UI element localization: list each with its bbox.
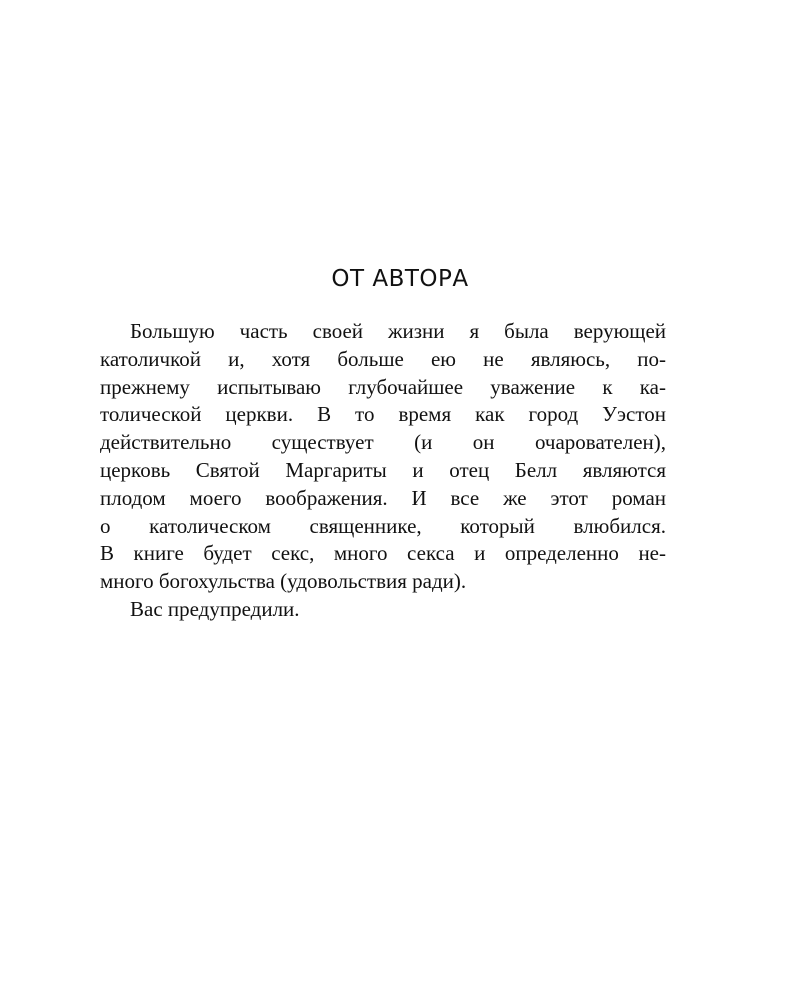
paragraph-2-line-1: Вас предупредили. (130, 596, 300, 621)
paragraph-1-line-2: католичкой и, хотя больше ею не являюсь, по- (100, 346, 666, 371)
paragraph-1-line-6: церковь Святой Маргариты и отец Белл являются (100, 457, 666, 482)
paragraph-1-line-9: В книге будет секс, много секса и определенно не- (100, 541, 666, 566)
paragraph-1-line-7: плодом моего воображения. И все же этот роман (100, 485, 666, 510)
paragraph-1-line-3: прежнему испытываю глубочайшее уважение к ка- (100, 374, 666, 399)
paragraph-1-line-1: Большую часть своей жизни я была верующей (130, 319, 666, 343)
paragraph-1-line-4: толической церкви. В то время как город Уэстон (100, 402, 666, 427)
paragraph-1-line-5: действительно существует (и он очарователен), (100, 430, 666, 455)
paragraph-1-line-10: много богохульства (удовольствия ради). (100, 569, 467, 594)
page-title: ОТ АВТОРА (331, 266, 469, 292)
author-note-text (100, 318, 666, 624)
paragraph-1-line-8: о католическом священнике, который влюбился. (100, 513, 666, 538)
